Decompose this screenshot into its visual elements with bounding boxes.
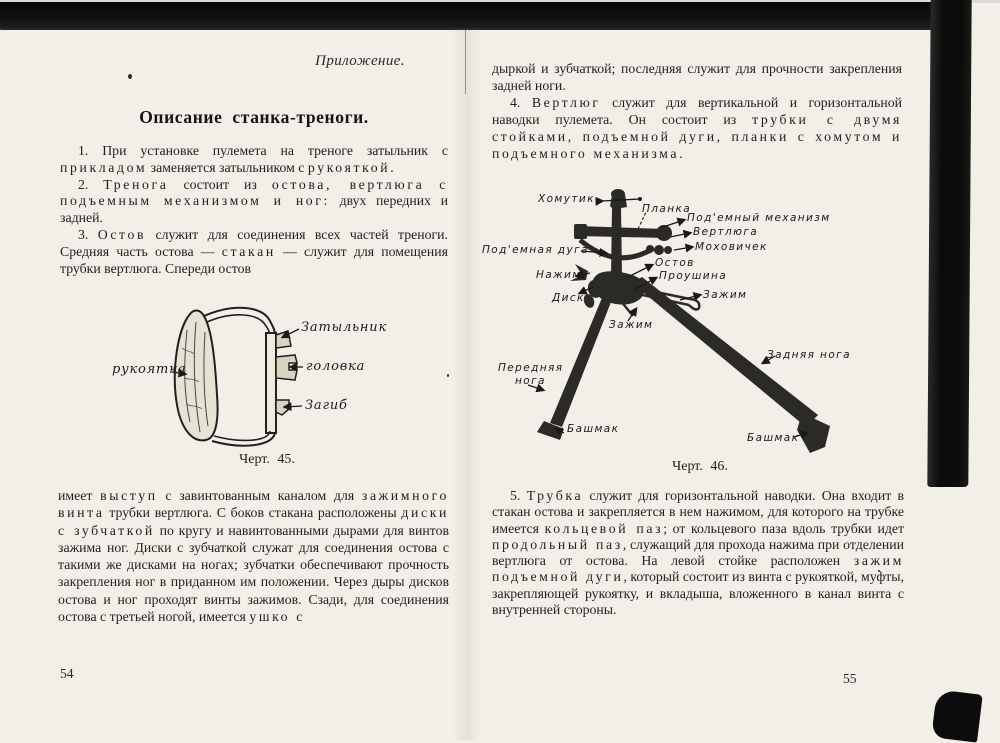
- fig46-label-zazhim-bottom: Зажим: [609, 319, 654, 331]
- scan-right-black-bar: [927, 0, 971, 487]
- scan-top-black-bar: [0, 2, 966, 30]
- fig46-label-bashmak-left: Башмак: [567, 423, 620, 435]
- fig46-caption: Черт. 46.: [672, 459, 728, 474]
- ink-speck: [447, 374, 449, 377]
- page-title: Описание станка-треноги.: [139, 107, 369, 127]
- fig46-label-podyomny-mekhanizm: Под'емный механизм: [687, 212, 831, 224]
- paragraph-4: имеет выступ с завинтованным каналом для зажимного винта трубки вертлюга. С боков стакана расположены диски с зубчаткой по кругу и навинтованными дырами для винтов зажима ног. Диски с зубчаткой служат для соединения остова с такими же дисками на ногах; зубчатки обеспечивают прочность закрепления ног в приданном им положении. Через дыры дисков остова и ног проходят винты зажимов. Сзади, для соединения остова с третьей ногой, имеется ушко с: [58, 488, 450, 625]
- fig46-label-zazhim-right: Зажим: [703, 289, 748, 301]
- fig45-label-zagib: Загиб: [305, 398, 348, 413]
- fig46-label-perednyaya-noga: Передняя: [498, 362, 564, 374]
- fig46-label-makhovichek: Моховичек: [695, 241, 768, 253]
- ink-speck: [128, 74, 132, 79]
- paragraph-3: 3. Остов служит для соединения всех частей треноги. Средняя часть остова — стакан — служит для помещения трубки вертлюга. Спереди остов: [60, 226, 449, 276]
- fig46-label-khomutik: Хомутик: [538, 193, 595, 205]
- fig45-caption: Черт. 45.: [239, 452, 295, 467]
- left-text-top: [60, 143, 448, 277]
- left-text-bottom: [58, 487, 449, 625]
- figure-46: [480, 185, 925, 485]
- fig46-label-zadnyaya-noga: Задняя нога: [767, 349, 851, 361]
- fig46-label-bashmak-right: Башмак: [747, 432, 800, 444]
- paragraph-r2: 4. Вертлюг служит для вертикальной и горизонтальной наводки пулемета. Он состоит из трубки с двумя стойками, подъемной дуги, планки с хомутом и подъемного механизма.: [492, 95, 902, 161]
- paragraph-2: 2. Тренога состоит из остова, вертлюга с подъемным механизмом и ног: двух передних и задней.: [60, 176, 448, 226]
- running-head-prilozhenie: Приложение.: [315, 53, 405, 69]
- fig45-label-rukoyatka: рукоятка: [112, 362, 187, 377]
- paragraph-5: 5. Трубка служит для горизонтальной наводки. Она входит в стакан остова и закрепляется в нем нажимом, для которого на трубке имеется кольцевой паз; от кольцевого паза вдоль трубки идет продольный паз, служащий для прохода нажима при отделении вертлюга от остова. На левой стойке расположен зажим подъемной дуги, который состоит из винта с рукояткой, муфты, закрепляющей рукоятку, и вкладыша, вложенного в канал винта с внутренней стороны.: [492, 488, 905, 618]
- fig46-label-ostov: Остов: [655, 257, 695, 269]
- figure-45: [112, 300, 422, 470]
- fig46-label-podyomnaya-duga: Под'емная дуга: [482, 244, 589, 256]
- fig45-label-golovka: головка: [306, 359, 366, 374]
- page-number-right: 55: [843, 671, 857, 686]
- fig46-label-perednyaya-noga-2: нога: [515, 375, 546, 387]
- fig46-label-vertlyuga: Вертлюга: [693, 226, 759, 238]
- fig45-label-zatylnik: Затыльник: [301, 320, 388, 335]
- right-text-top: [492, 60, 902, 162]
- scan-corner-blob: [931, 689, 983, 742]
- fig46-label-planka: Планка: [642, 203, 692, 215]
- paragraph-1: 1. При установке пулемета на треноге затыльник с прикладом заменяется затыльником с рукояткой.: [60, 143, 448, 175]
- fig46-label-nazhim: Нажим: [536, 269, 582, 281]
- right-text-bottom: [492, 488, 904, 618]
- gutter-crease-line: [465, 30, 466, 94]
- page-number-left: 54: [60, 666, 74, 681]
- fig46-label-proushina: Проушина: [659, 270, 728, 282]
- fig46-label-disk: Диск: [552, 292, 585, 304]
- page-gutter-shadow: [452, 28, 482, 740]
- paragraph-r1: дыркой и зубчаткой; последняя служит для прочности закрепления задней ноги.: [492, 61, 902, 93]
